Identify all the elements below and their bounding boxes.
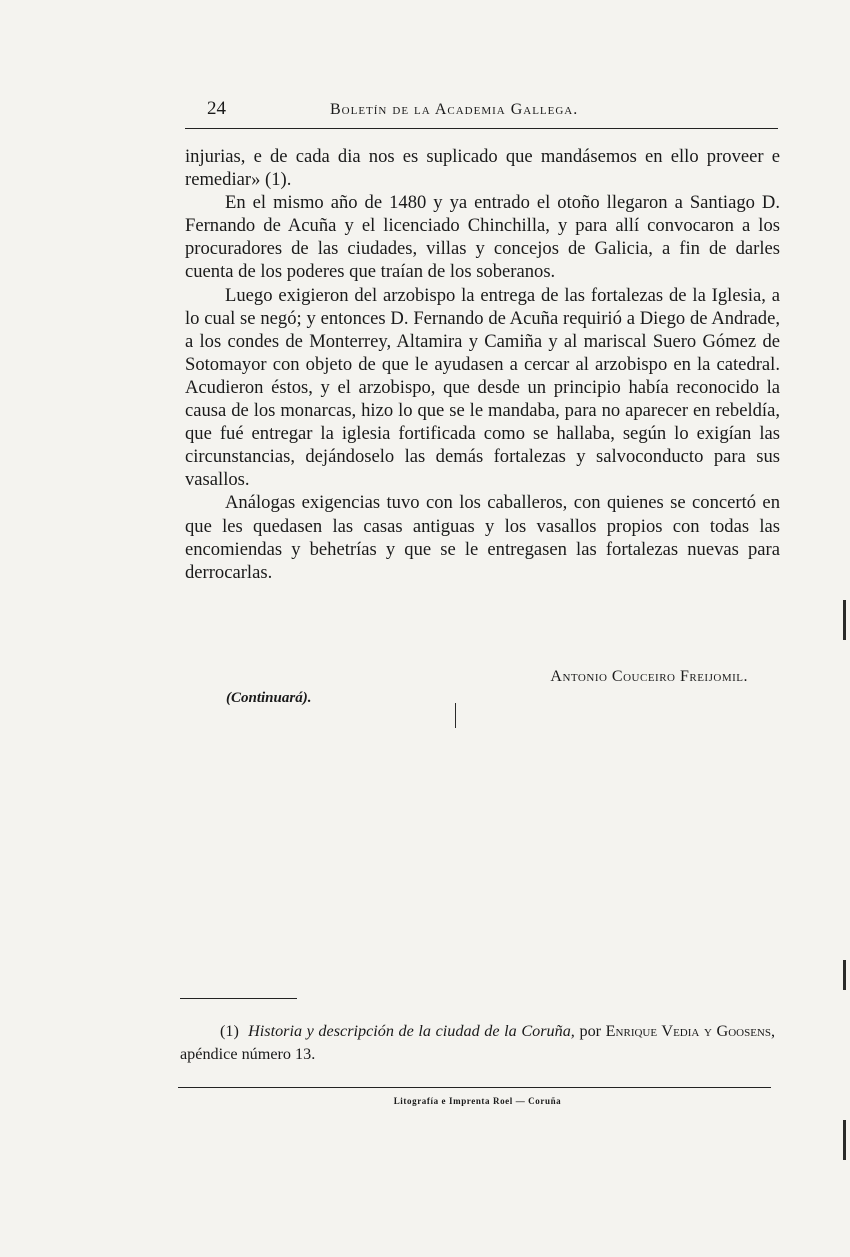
footnote-rest: apéndice número 13. bbox=[180, 1045, 316, 1063]
footnote bbox=[180, 1020, 775, 1066]
page-header bbox=[185, 98, 780, 126]
page-number: 24 bbox=[207, 98, 226, 119]
body-text bbox=[185, 145, 780, 584]
scan-edge-mark bbox=[843, 600, 846, 640]
paragraph: injurias, e de cada dia nos es suplicado que mandásemos en ello proveer e remediar» (1). bbox=[185, 146, 780, 191]
footnote-title: Historia y descripción de la ciudad de la Coruña, bbox=[248, 1022, 575, 1040]
footnote-by: por bbox=[579, 1022, 602, 1040]
footnote-author: Enrique Vedia y Goosens, bbox=[605, 1022, 776, 1040]
header-rule bbox=[185, 128, 778, 129]
running-title: Boletín de la Academia Gallega. bbox=[330, 101, 579, 118]
paragraph: Análogas exigencias tuvo con los caballeros, con quienes se concertó en que les quedasen las casas antiguas y los vasallos propios con todas las encomiendas y behetrías y que se le entregasen las fortalezas nuevas para derrocarlas. bbox=[185, 492, 780, 583]
scan-edge-mark bbox=[455, 703, 456, 728]
paragraph: Luego exigieron del arzobispo la entrega de las fortalezas de la Iglesia, a lo cual se negó; y entonces D. Fernando de Acuña requirió a Diego de Andrade, a los condes de Monterrey, Altamira y Camiña y al mariscal Suero Gómez de Sotomayor con objeto de que le ayudasen a cercar al arzobispo en la catedral. Acudieron éstos, y el arzobispo, que desde un principio había reconocido la causa de los monarcas, hizo lo que se le mandaba, para no aparecer en rebeldía, que fué entregar la iglesia fortificada como se hallaba, según lo exigían las circunstancias, dejándoselo las demás fortalezas y salvoconducto para sus vasallos. bbox=[185, 284, 780, 491]
footnote-marker: (1) bbox=[220, 1022, 239, 1040]
bottom-rule bbox=[178, 1087, 771, 1088]
continuation-note: (Continuará). bbox=[226, 690, 312, 706]
paragraph: En el mismo año de 1480 y ya entrado el otoño llegaron a Santiago D. Fernando de Acuña y el licenciado Chinchilla, y para allí convocaron a los procuradores de las ciudades, villas y concejos de Galicia, a fin de darles cuenta de los poderes que traían de los soberanos. bbox=[185, 192, 780, 283]
printer-imprint: Litografía e Imprenta Roel — Coruña bbox=[393, 1096, 562, 1106]
footnote-rule bbox=[180, 998, 297, 999]
author-signature: Antonio Couceiro Freijomil. bbox=[550, 668, 748, 685]
scan-edge-mark bbox=[843, 960, 846, 990]
scan-edge-mark bbox=[843, 1120, 846, 1160]
